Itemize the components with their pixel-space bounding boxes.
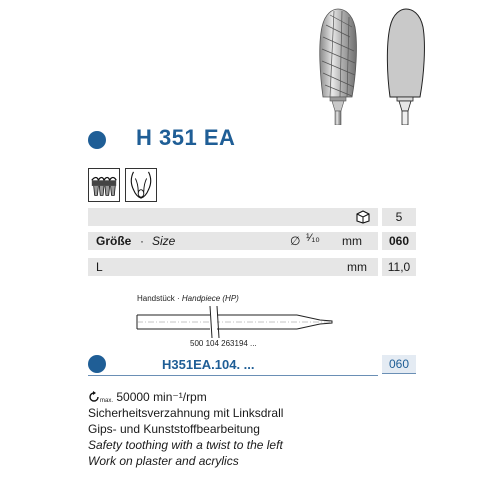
diameter-symbol: ∅ [290,234,301,248]
bur-outline-image [378,5,438,125]
size-label-en: Size [152,234,176,248]
max-rpm [88,390,207,404]
size-fraction: ¹⁄₁₀ [306,232,320,244]
handpiece-shank-drawing [132,304,342,340]
length-unit: mm [347,260,367,274]
description-line-2: Gips- und Kunststoffbearbeitung [88,422,260,436]
order-code: H351EA.104. ... [162,357,255,372]
max-rpm-value: 50000 min⁻¹/rpm [116,390,207,404]
shank-title-en: Handpiece (HP) [181,294,239,303]
order-size-box: 060 [382,355,416,374]
description-line-1: Sicherheitsverzahnung mit Linksdrall [88,406,284,420]
max-rpm-subscript: max. [100,398,114,404]
shank-order-code: 500 104 263194 ... [190,339,257,348]
rotation-icon [88,391,100,403]
order-bullet [88,355,106,373]
length-value: 11,0 [382,258,416,276]
product-title: H 351 EA [136,125,236,150]
packaging-value: 5 [382,208,416,226]
size-unit: mm [342,234,362,248]
size-value: 060 [382,232,416,250]
crown-and-bridge-icon [88,168,120,202]
packaging-box-icon [355,210,371,224]
length-label: L [96,260,103,274]
size-label-de: Größe [96,234,132,248]
shank-type-label [137,294,239,303]
model-tooth-icon [125,168,157,202]
packaging-row [88,208,378,226]
shank-title-de: Handstück · [137,294,182,303]
description-line-3: Safety toothing with a twist to the left [88,438,283,452]
size-row [88,232,378,250]
description-line-4: Work on plaster and acrylics [88,454,239,468]
order-divider [88,375,378,376]
title-bullet [88,131,106,149]
length-row [88,258,378,276]
size-label-separator: · [140,234,144,248]
